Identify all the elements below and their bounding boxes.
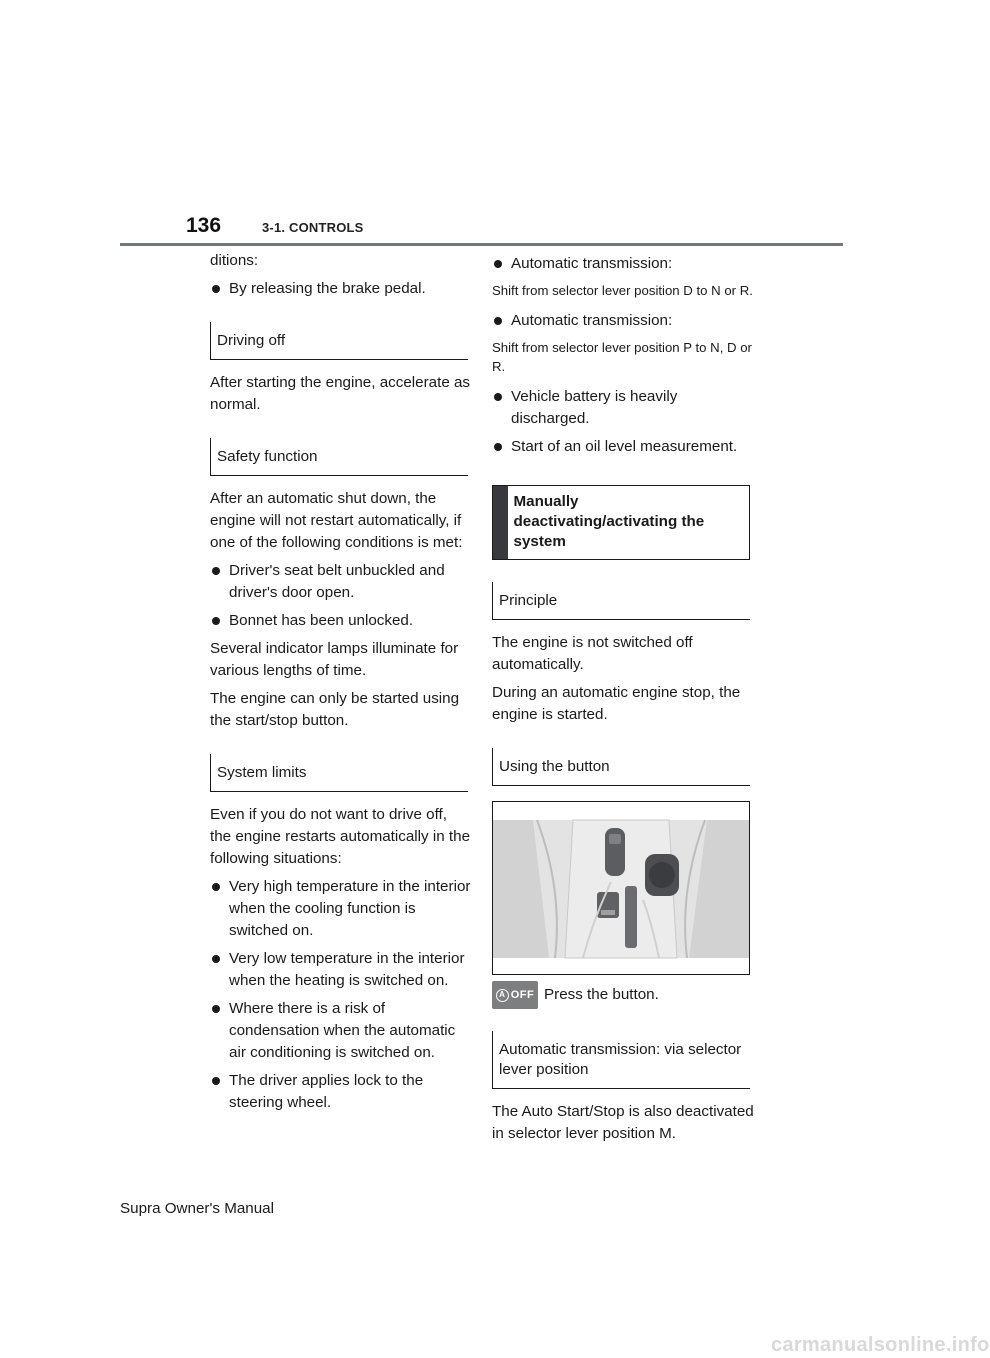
bullet-item: Automatic transmission: (492, 310, 754, 332)
paragraph: The engine is not switched off automatically. (492, 634, 693, 673)
heading-bar (493, 486, 508, 559)
paragraph-small: Shift from selector lever position P to N, D or R. (492, 340, 752, 374)
page-number: 136 (186, 214, 222, 237)
center-console-illustration (493, 820, 749, 958)
bullet-item: Start of an oil level measurement. (492, 436, 754, 458)
section-title: 3-1. CONTROLS (262, 220, 364, 235)
header-divider (120, 243, 843, 246)
subheading-using-button: Using the button (492, 748, 750, 786)
button-instruction-row (492, 981, 754, 1009)
paragraph: ditions: (210, 252, 259, 269)
auto-a-ring-icon: A (496, 989, 509, 1002)
paragraph-small: Shift from selector lever position D to N or R. (492, 283, 753, 298)
boxed-heading-text: Manually deactivating/activating the system (513, 493, 705, 550)
paragraph: During an automatic engine stop, the engine is started. (492, 684, 741, 723)
bullet-item: Very low temperature in the interior when the heating is switched on. (210, 948, 472, 992)
paragraph: After an automatic shut down, the engine will not restart automatically, if one of the following conditions is met: (210, 490, 463, 551)
subheading-selector-lever: Automatic transmission: via selector lever position (492, 1031, 750, 1089)
left-column (210, 250, 472, 1114)
subheading-driving-off: Driving off (210, 322, 468, 360)
bullet-item: By releasing the brake pedal. (210, 278, 472, 300)
boxed-heading (492, 485, 750, 560)
bullet-item: Bonnet has been unlocked. (210, 610, 472, 632)
button-instruction: Press the button. (544, 986, 659, 1003)
auto-start-stop-off-icon (492, 981, 538, 1009)
button-icon-text: OFF (510, 989, 535, 1001)
bullet-item: Driver's seat belt unbuckled and driver's door open. (210, 560, 472, 604)
bullet-item: Very high temperature in the interior when the cooling function is switched on. (210, 876, 472, 942)
paragraph: After starting the engine, accelerate as normal. (210, 374, 471, 413)
paragraph: The engine can only be started using the start/stop button. (210, 690, 460, 729)
paragraph: The Auto Start/Stop is also deactivated in selector lever position M. (492, 1103, 754, 1142)
bullet-item: The driver applies lock to the steering wheel. (210, 1070, 472, 1114)
paragraph: Even if you do not want to drive off, the engine restarts automatically in the following situations: (210, 806, 471, 867)
bullet-item: Automatic transmission: (492, 253, 754, 275)
bullet-item: Vehicle battery is heavily discharged. (492, 386, 754, 430)
subheading-principle: Principle (492, 582, 750, 620)
watermark-logo: carmanualsonline.info (771, 1334, 990, 1356)
footer-manual-title: Supra Owner's Manual (120, 1200, 275, 1217)
subheading-system-limits: System limits (210, 754, 468, 792)
bullet-item: Where there is a risk of condensation when the automatic air conditioning is switched on. (210, 998, 472, 1064)
right-column (492, 250, 754, 1145)
subheading-safety-function: Safety function (210, 438, 468, 476)
paragraph: Several indicator lamps illuminate for various lengths of time. (210, 640, 459, 679)
center-console-figure (492, 801, 750, 975)
